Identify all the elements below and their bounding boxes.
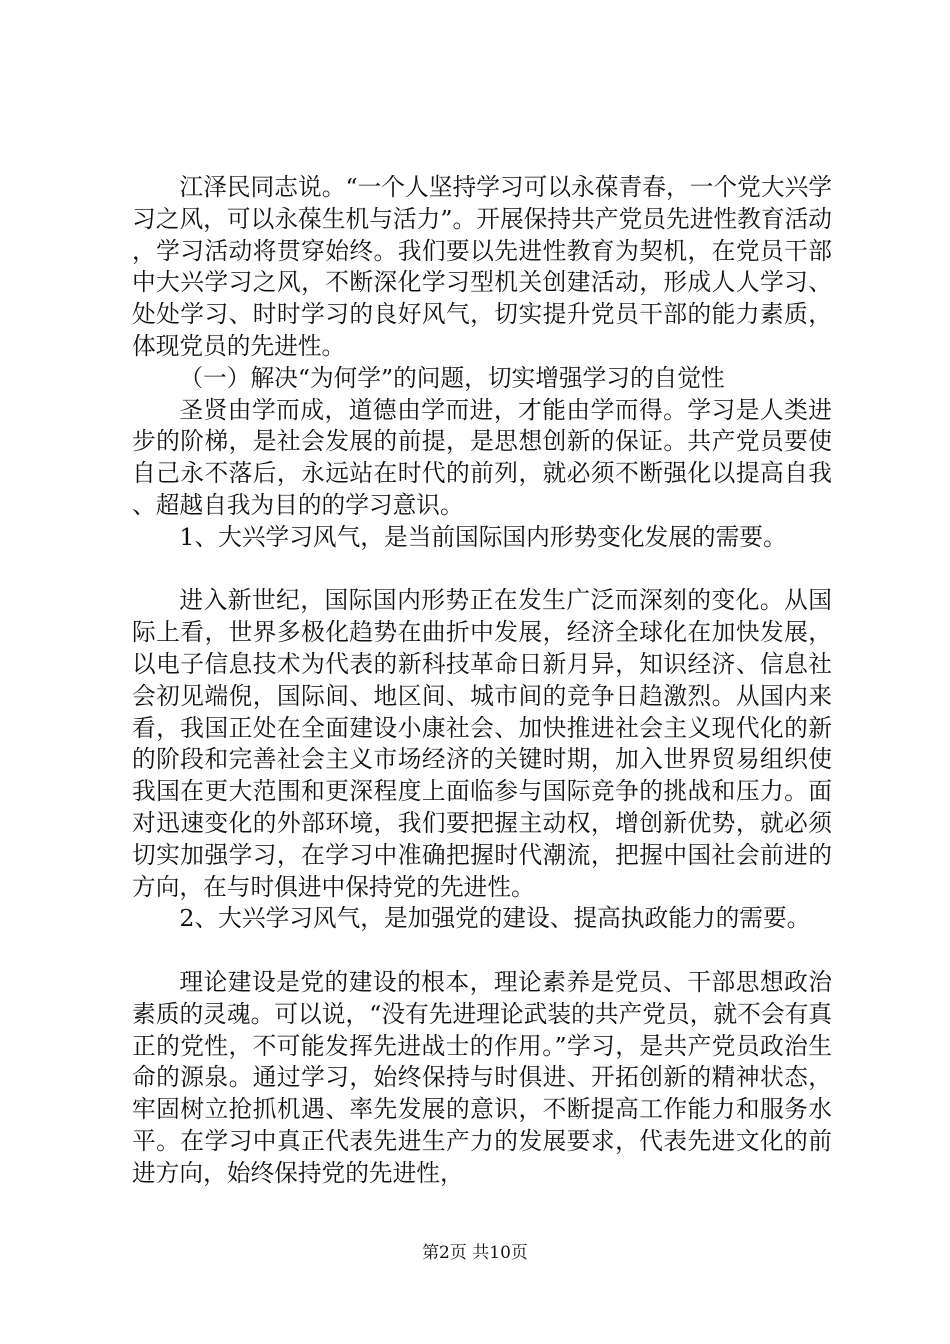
page-number-footer: 第2页 共10页	[422, 1243, 528, 1263]
why-learn-paragraph: 圣贤由学而成，道德由学而进，才能由学而得。学习是人类进步的阶梯，是社会发展的前提，是思想创新的保证。共产党员要使自己永不落后，永远站在时代的前列，就必须不断强化以提高自我、超越自我为目的的学习意识。	[132, 395, 832, 519]
document-body	[132, 172, 832, 1190]
party-building-paragraph: 理论建设是党的建设的根本，理论素养是党员、干部思想政治素质的灵魂。可以说，“没有先进理论武装的共产党员，就不会有真正的党性，不可能发挥先进战士的作用。”学习，是共产党员政治生命的源泉。通过学习，始终保持与时俱进、开拓创新的精神状态，牢固树立抢抓机遇、率先发展的意识，不断提高工作能力和服务水平。在学习中真正代表先进生产力的发展要求，代表先进文化的前进方向，始终保持党的先进性，	[132, 967, 832, 1187]
intro-paragraph: 江泽民同志说。“一个人坚持学习可以永葆青春，一个党大兴学习之风，可以永葆生机与活力”。开展保持共产党员先进性教育活动，学习活动将贯穿始终。我们要以先进性教育为契机，在党员干部中大兴学习之风，不断深化学习型机关创建活动，形成人人学习、处处学习、时时学习的良好风气，切实提升党员干部的能力素质，体现党员的先进性。	[132, 173, 832, 360]
subheading-international-situation: 1、大兴学习风气，是当前国际国内形势变化发展的需要。	[179, 522, 787, 551]
subheading-party-building: 2、大兴学习风气，是加强党的建设、提高执政能力的需要。	[179, 904, 811, 933]
section-heading-why-learn: （一）解决“为何学”的问题，切实增强学习的自觉性	[179, 363, 725, 392]
international-situation-paragraph: 进入新世纪，国际国内形势正在发生广泛而深刻的变化。从国际上看，世界多极化趋势在曲折中发展，经济全球化在加快发展，以电子信息技术为代表的新科技革命日新月异，知识经济、信息社会初见端倪，国际间、地区间、城市间的竞争日趋激烈。从国内来看，我国正处在全面建设小康社会、加快推进社会主义现代化的新的阶段和完善社会主义市场经济的关键时期，加入世界贸易组织使我国在更大范围和更深程度上面临参与国际竞争的挑战和压力。面对迅速变化的外部环境，我们要把握主动权，增创新优势，就必须切实加强学习，在学习中准确把握时代潮流，把握中国社会前进的方向，在与时俱进中保持党的先进性。	[132, 586, 832, 901]
